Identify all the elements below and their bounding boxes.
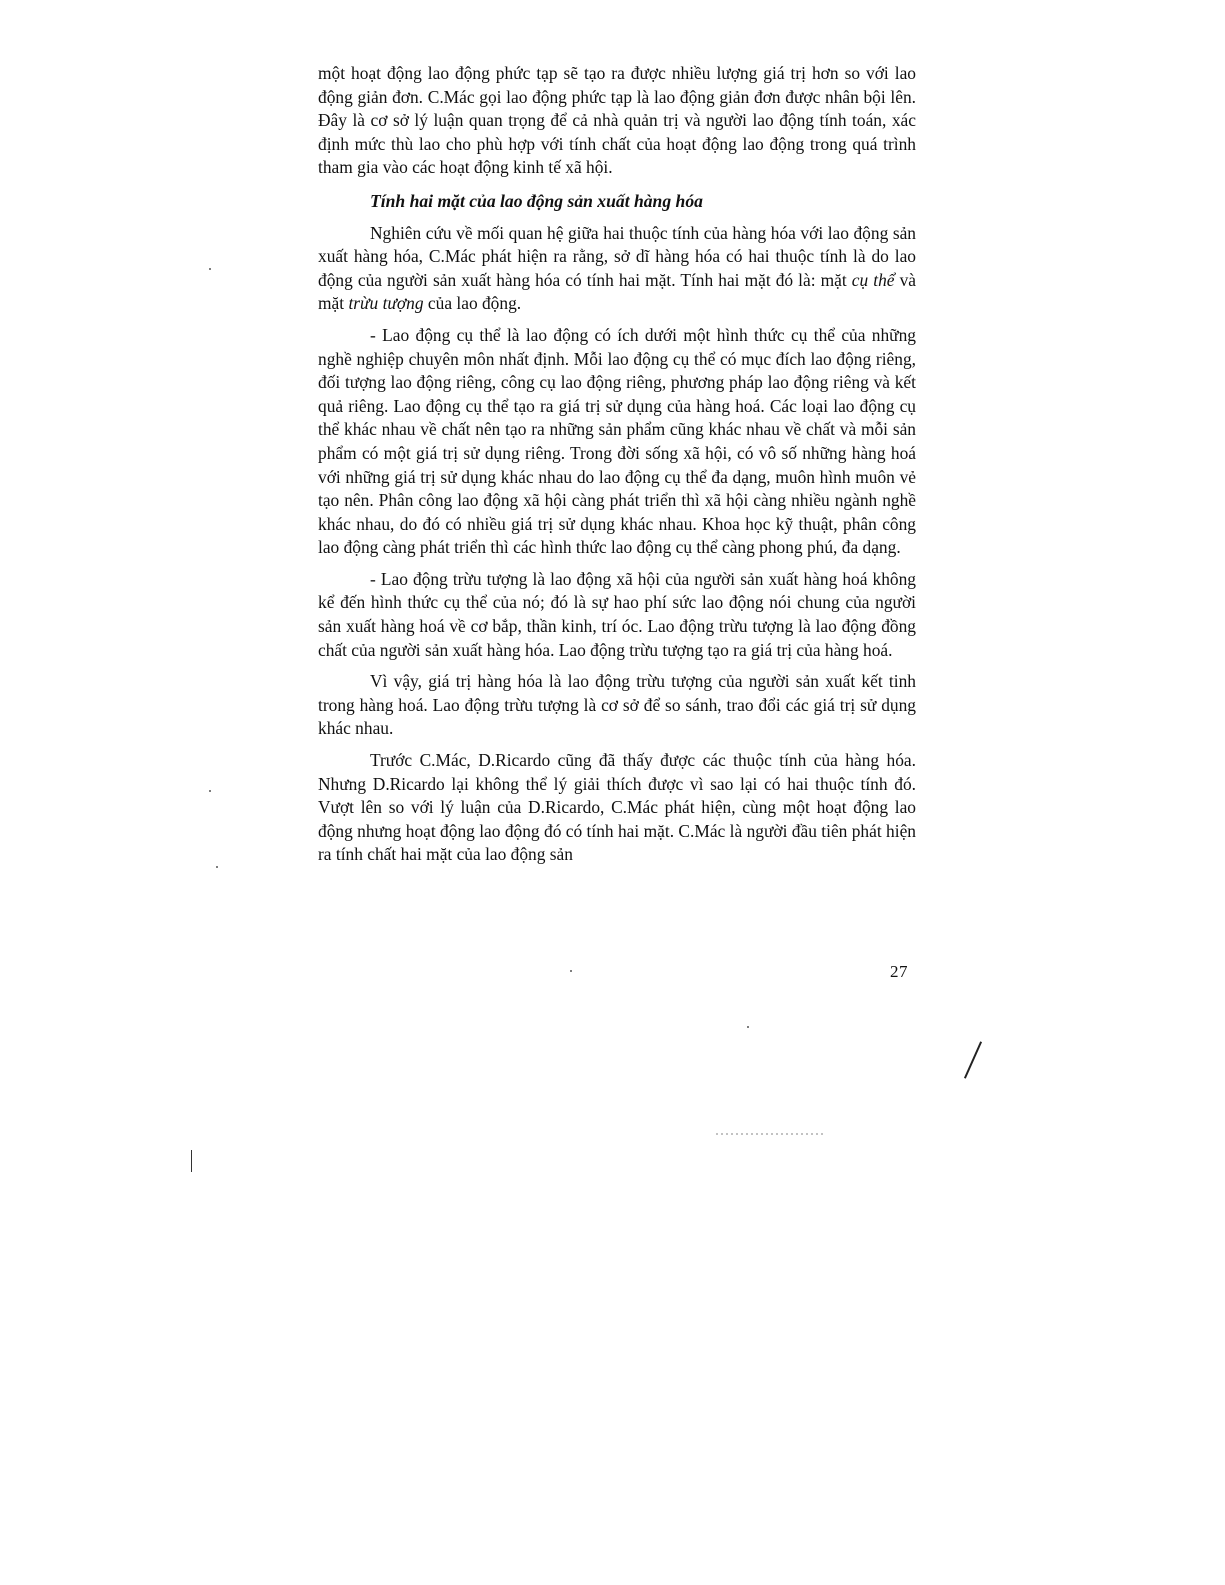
page-body (318, 62, 916, 875)
emphasis-abstract: trừu tượng (348, 293, 424, 314)
paragraph-text: của lao động. (423, 293, 522, 314)
scan-mark-slash (964, 1041, 982, 1078)
paragraph-value: Vì vậy, giá trị hàng hóa là lao động trừu tượng của người sản xuất kết tinh trong hàng hoá. Lao động trừu tượng là cơ sở để so sánh, trao đổi các giá trị sử dụng khác nhau. (318, 671, 916, 739)
scan-dot (209, 790, 211, 792)
scan-dot (570, 970, 572, 972)
paragraph-abstract-labor: - Lao động trừu tượng là lao động xã hội của người sản xuất hàng hoá không kể đến hình thức cụ thể của nó; đó là sự hao phí sức lao động nói chung của người sản xuất hàng hoá về cơ bắp, thần kinh, trí óc. Lao động trừu tượng là lao động đồng chất của người sản xuất hàng hóa. Lao động trừu tượng tạo ra giá trị của hàng hoá. (318, 568, 916, 660)
paragraph-text: và mặt (318, 269, 916, 314)
page-number: 27 (890, 962, 908, 981)
scan-mark-line (191, 1150, 192, 1172)
scan-dot (747, 1026, 749, 1028)
scan-speckle (716, 1133, 826, 1135)
emphasis-concrete: cụ thể (851, 269, 895, 290)
paragraph-text: Nghiên cứu về mối quan hệ giữa hai thuộc tính của hàng hóa với lao động sản xuất hàng hóa, C.Mác phát hiện ra rằng, sở dĩ hàng hóa có hai thuộc tính là do lao động của người sản xuất hàng hóa có tính hai mặt. Tính hai mặt đó là: mặt (318, 222, 916, 290)
scan-dot (209, 268, 211, 270)
paragraph-two-aspects (318, 222, 916, 316)
paragraph-ricardo: Trước C.Mác, D.Ricardo cũng đã thấy được các thuộc tính của hàng hóa. Nhưng D.Ricardo lại không thể lý giải thích được vì sao lại có hai thuộc tính đó. Vượt lên so với lý luận của D.Ricardo, C.Mác phát hiện, cùng một hoạt động lao động nhưng hoạt động lao động đó có tính hai mặt. C.Mác là người đầu tiên phát hiện ra tính chất hai mặt của lao động sản (318, 750, 916, 865)
scan-dot (216, 866, 218, 868)
paragraph-concrete-labor: - Lao động cụ thể là lao động có ích dưới một hình thức cụ thể của những nghề nghiệp chuyên môn nhất định. Mỗi lao động cụ thể có mục đích lao động riêng, đối tượng lao động riêng, công cụ lao động riêng, phương pháp lao động riêng và kết quả riêng. Lao động cụ thể tạo ra giá trị sử dụng của hàng hoá. Các loại lao động cụ thể khác nhau về chất nên tạo ra những sản phẩm cũng khác nhau về chất và mỗi sản phẩm có một giá trị sử dụng riêng. Trong đời sống xã hội, có vô số những hàng hoá với những giá trị sử dụng khác nhau do lao động cụ thể đa dạng, muôn hình muôn vẻ tạo nên. Phân công lao động xã hội càng phát triển thì xã hội càng nhiều ngành nghề khác nhau, do đó có nhiều giá trị sử dụng khác nhau. Khoa học kỹ thuật, phân công lao động càng phát triển thì các hình thức lao động cụ thể càng phong phú, đa dạng. (318, 324, 916, 558)
section-heading: Tính hai mặt của lao động sản xuất hàng hóa (370, 190, 703, 211)
paragraph-continued: một hoạt động lao động phức tạp sẽ tạo ra được nhiều lượng giá trị hơn so với lao động giản đơn. C.Mác gọi lao động phức tạp là lao động giản đơn được nhân bội lên. Đây là cơ sở lý luận quan trọng để cả nhà quản trị và người lao động tính toán, xác định mức thù lao cho phù hợp với tính chất của hoạt động lao động trong quá trình tham gia vào các hoạt động kinh tế xã hội. (318, 63, 916, 178)
